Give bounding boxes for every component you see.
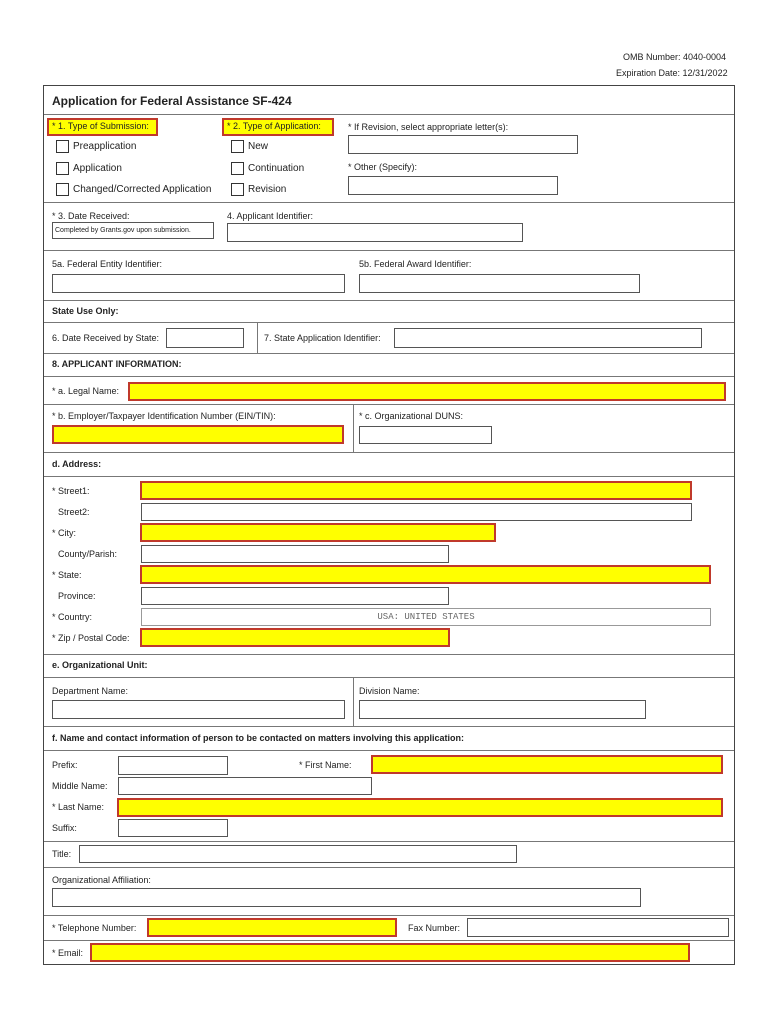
new-checkbox[interactable] <box>231 140 244 153</box>
new-option-label: New <box>248 141 269 152</box>
date-received-label: * 3. Date Received: <box>52 211 130 221</box>
duns-input[interactable] <box>359 426 492 444</box>
divider <box>44 202 734 203</box>
address-section-label: d. Address: <box>52 459 102 469</box>
state-application-identifier-label: 7. State Application Identifier: <box>264 333 381 343</box>
date-received-by-state-input[interactable] <box>166 328 244 348</box>
divider <box>44 250 734 251</box>
state-label: * State: <box>52 570 82 580</box>
divider <box>44 353 734 354</box>
legal-name-label: * a. Legal Name: <box>52 386 120 396</box>
province-input[interactable] <box>141 587 449 605</box>
first-name-input[interactable] <box>371 755 723 774</box>
organizational-affiliation-input[interactable] <box>52 888 641 907</box>
divider <box>44 322 734 323</box>
ein-input[interactable] <box>52 425 344 444</box>
state-use-only-label: State Use Only: <box>52 306 119 316</box>
other-specify-label: * Other (Specify): <box>348 162 418 172</box>
divider <box>44 452 734 453</box>
divider <box>44 300 734 301</box>
fax-number-label: Fax Number: <box>408 923 461 933</box>
applicant-information-label: 8. APPLICANT INFORMATION: <box>52 359 182 369</box>
changed-corrected-checkbox[interactable] <box>56 183 69 196</box>
date-received-by-state-label: 6. Date Received by State: <box>52 333 160 343</box>
divider <box>257 322 258 353</box>
last-name-input[interactable] <box>117 798 723 817</box>
federal-award-identifier-input[interactable] <box>359 274 640 293</box>
middle-name-label: Middle Name: <box>52 781 108 791</box>
city-label: * City: <box>52 528 77 538</box>
federal-entity-identifier-label: 5a. Federal Entity Identifier: <box>52 259 163 269</box>
telephone-input[interactable] <box>147 918 397 937</box>
street2-label: Street2: <box>58 507 90 517</box>
divider <box>44 376 734 377</box>
date-received-field: Completed by Grants.gov upon submission. <box>52 222 214 239</box>
county-input[interactable] <box>141 545 449 563</box>
federal-entity-identifier-input[interactable] <box>52 274 345 293</box>
division-name-input[interactable] <box>359 700 646 719</box>
suffix-label: Suffix: <box>52 823 77 833</box>
divider <box>44 940 734 941</box>
fax-number-input[interactable] <box>467 918 729 937</box>
email-label: * Email: <box>52 948 84 958</box>
email-input[interactable] <box>90 943 690 962</box>
changed-corrected-option-label: Changed/Corrected Application <box>73 184 212 195</box>
form-title: Application for Federal Assistance SF-424 <box>52 94 292 108</box>
divider <box>44 867 734 868</box>
divider <box>353 677 354 726</box>
legal-name-input[interactable] <box>128 382 726 401</box>
org-unit-section-label: e. Organizational Unit: <box>52 660 148 670</box>
applicant-identifier-input[interactable] <box>227 223 523 242</box>
county-label: County/Parish: <box>58 549 118 559</box>
street2-input[interactable] <box>141 503 692 521</box>
state-application-identifier-input[interactable] <box>394 328 702 348</box>
preapplication-checkbox[interactable] <box>56 140 69 153</box>
city-input[interactable] <box>140 523 496 542</box>
country-label: * Country: <box>52 612 93 622</box>
prefix-label: Prefix: <box>52 760 78 770</box>
duns-label: * c. Organizational DUNS: <box>359 411 464 421</box>
zip-label: * Zip / Postal Code: <box>52 633 130 643</box>
state-select[interactable] <box>140 565 711 584</box>
telephone-label: * Telephone Number: <box>52 923 137 933</box>
department-name-label: Department Name: <box>52 686 129 696</box>
street1-input[interactable] <box>140 481 692 500</box>
division-name-label: Division Name: <box>359 686 420 696</box>
ein-label: * b. Employer/Taxpayer Identification Number (EIN/TIN): <box>52 411 276 421</box>
divider <box>353 404 354 452</box>
contact-section-label: f. Name and contact information of person to be contacted on matters involving this application: <box>52 733 465 743</box>
preapplication-option-label: Preapplication <box>73 141 137 152</box>
middle-name-input[interactable] <box>118 777 372 795</box>
divider <box>44 750 734 751</box>
country-select[interactable]: USA: UNITED STATES <box>141 608 711 626</box>
organizational-affiliation-label: Organizational Affiliation: <box>52 875 151 885</box>
divider <box>44 404 734 405</box>
divider <box>44 841 734 842</box>
omb-number: OMB Number: 4040-0004 <box>623 52 727 62</box>
divider <box>44 915 734 916</box>
federal-award-identifier-label: 5b. Federal Award Identifier: <box>359 259 472 269</box>
revision-letters-label: * If Revision, select appropriate letter(s): <box>348 122 509 132</box>
application-checkbox[interactable] <box>56 162 69 175</box>
continuation-option-label: Continuation <box>248 163 305 174</box>
divider <box>44 476 734 477</box>
revision-checkbox[interactable] <box>231 183 244 196</box>
province-label: Province: <box>58 591 96 601</box>
divider <box>44 726 734 727</box>
divider <box>44 677 734 678</box>
type-of-application-label: * 2. Type of Application: <box>222 118 334 136</box>
revision-letters-input[interactable] <box>348 135 578 154</box>
title-label: Title: <box>52 849 72 859</box>
expiration-date: Expiration Date: 12/31/2022 <box>616 68 728 78</box>
department-name-input[interactable] <box>52 700 345 719</box>
zip-input[interactable] <box>140 628 450 647</box>
suffix-input[interactable] <box>118 819 228 837</box>
last-name-label: * Last Name: <box>52 802 105 812</box>
title-input[interactable] <box>79 845 517 863</box>
first-name-label: * First Name: <box>299 760 352 770</box>
divider <box>44 114 734 115</box>
divider <box>44 654 734 655</box>
prefix-input[interactable] <box>118 756 228 775</box>
applicant-identifier-label: 4. Applicant Identifier: <box>227 211 314 221</box>
type-of-submission-label: * 1. Type of Submission: <box>47 118 158 136</box>
continuation-checkbox[interactable] <box>231 162 244 175</box>
street1-label: * Street1: <box>52 486 90 496</box>
revision-option-label: Revision <box>248 184 287 195</box>
other-specify-input[interactable] <box>348 176 558 195</box>
application-option-label: Application <box>73 163 122 174</box>
